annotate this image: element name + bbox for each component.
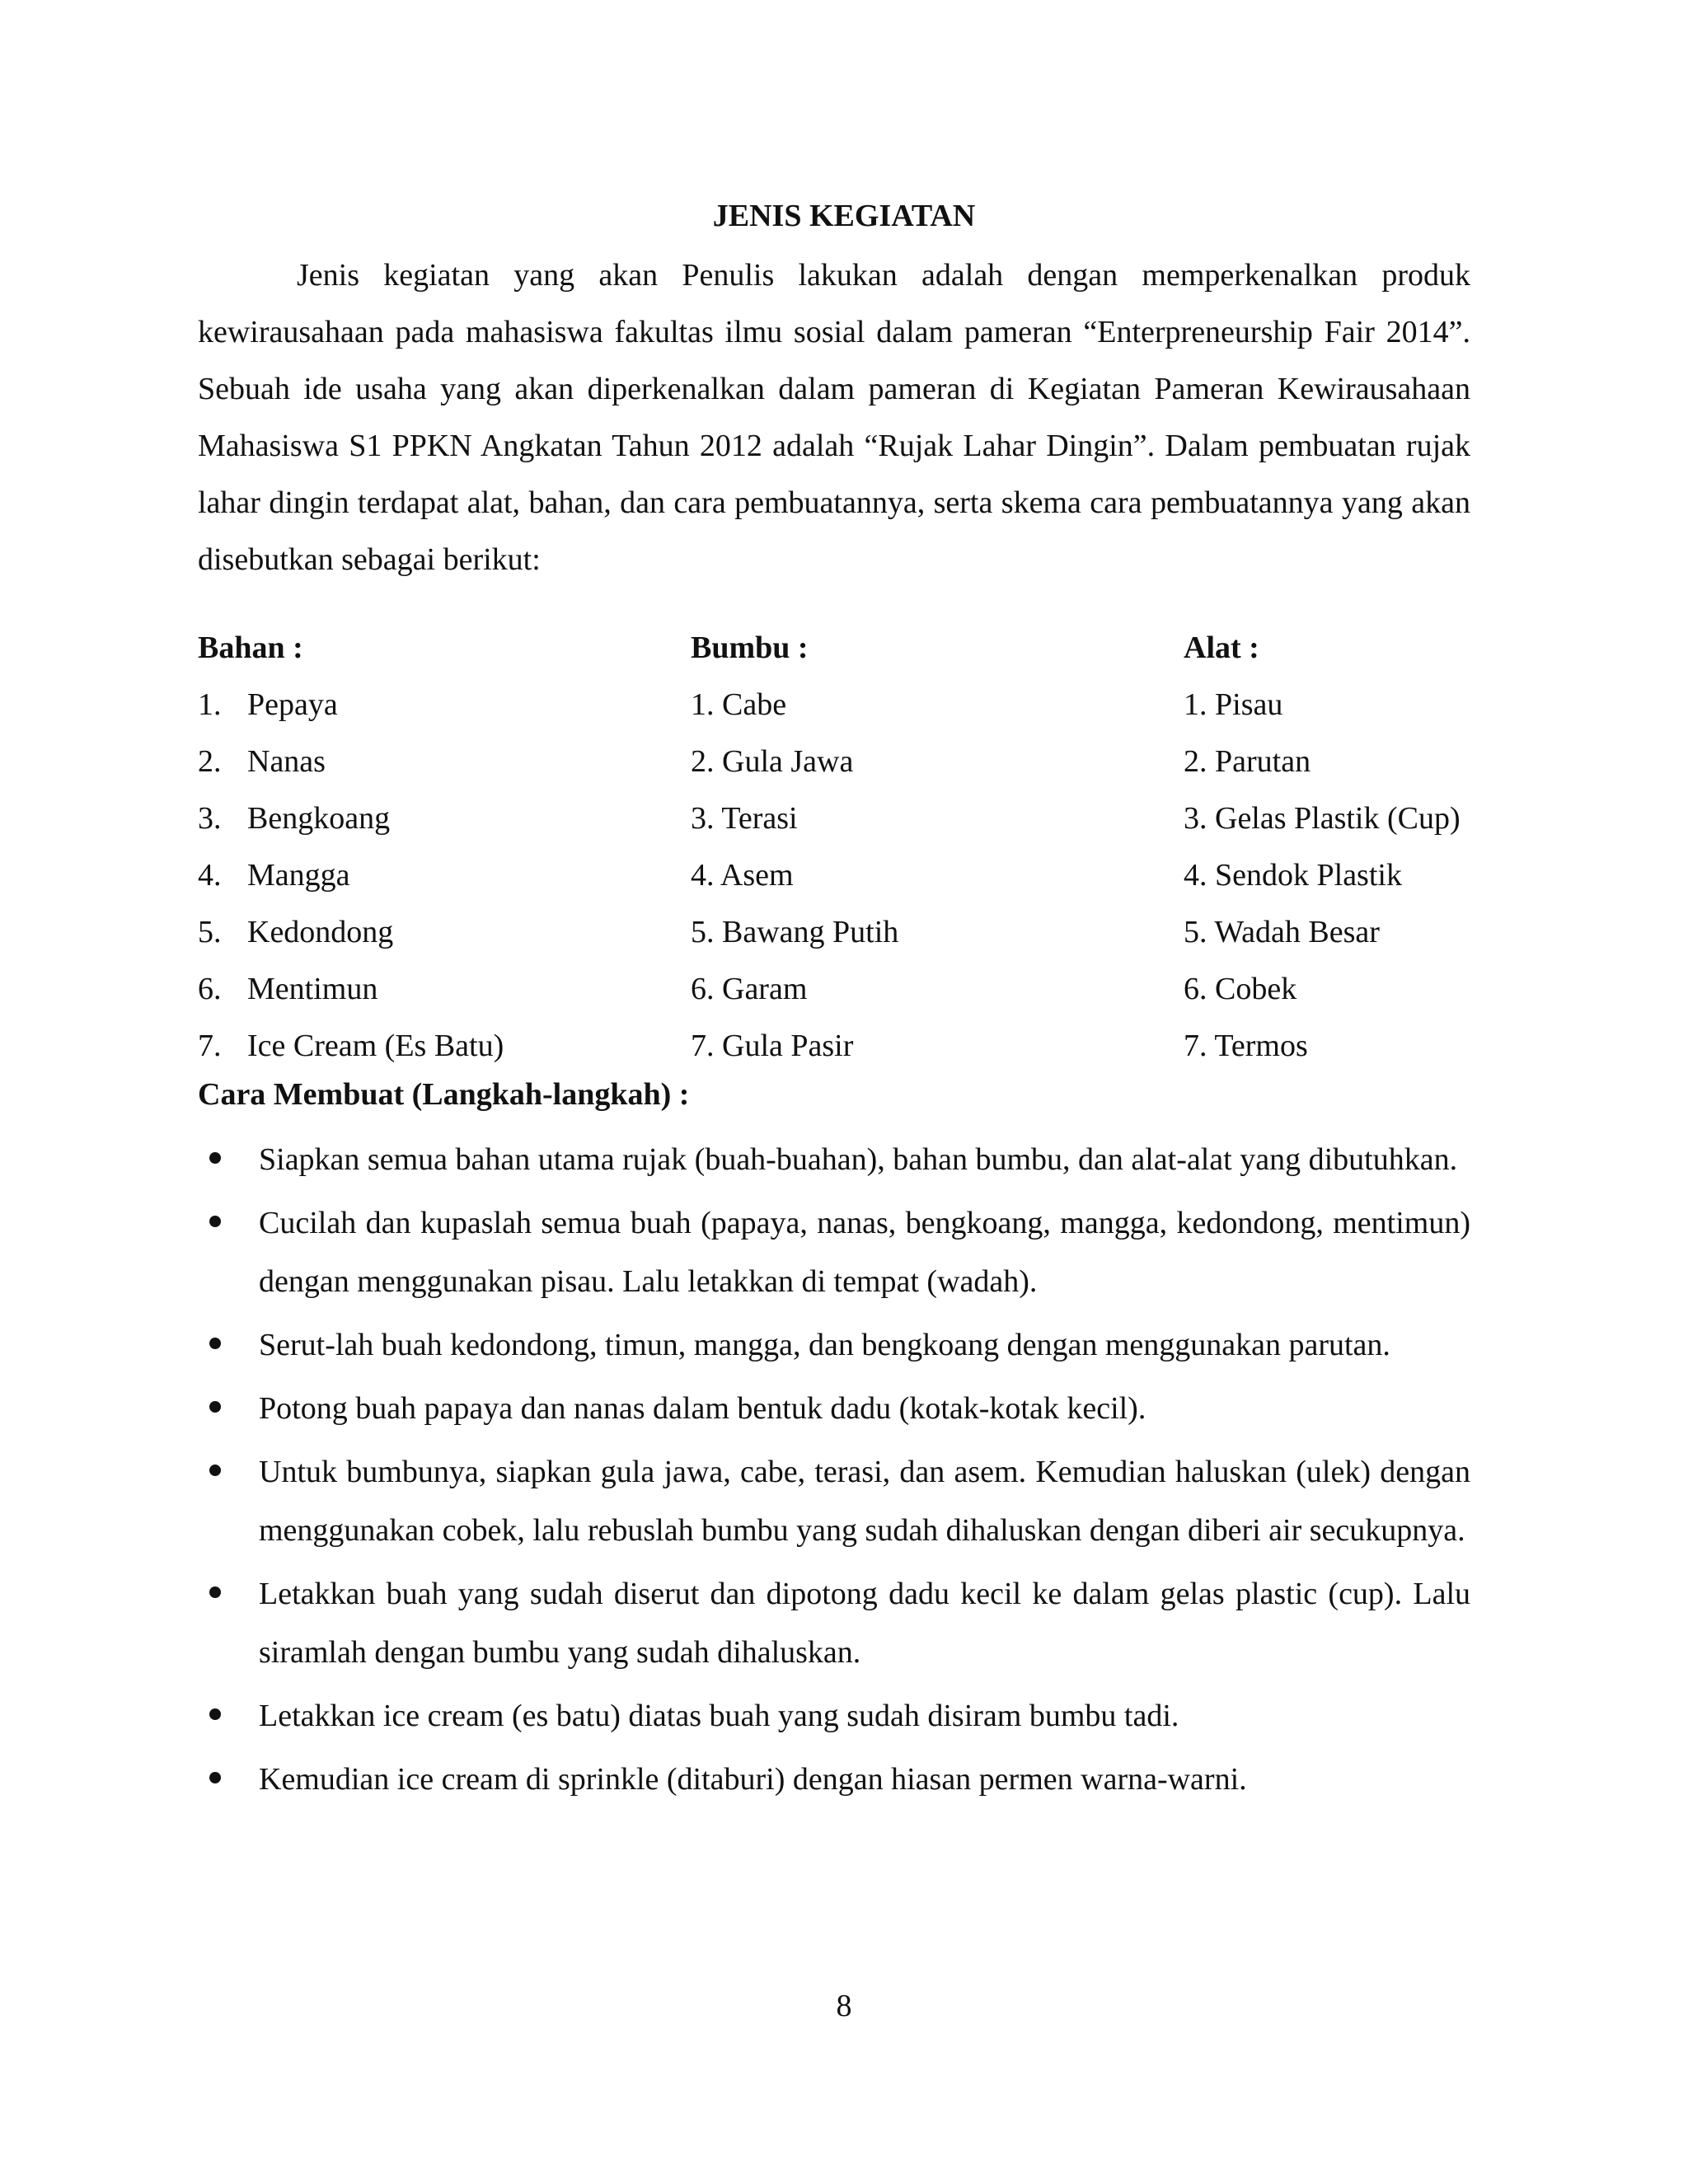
item-text: Mentimun — [247, 972, 378, 1006]
alat-title: Alat : — [1184, 630, 1259, 665]
list-item: 2. Gula Jawa — [691, 744, 854, 779]
list-item: 6. Garam — [691, 972, 808, 1006]
step-item — [198, 1687, 1470, 1746]
step-text: Cucilah dan kupaslah semua buah (papaya, nanas, bengkoang, mangga, kedondong, mentimun) dengan menggunakan pisau. Lalu letakkan di tempat (wadah). — [259, 1206, 1470, 1299]
item-text: Kedondong — [247, 915, 394, 949]
item-number: 7. — [198, 1029, 222, 1063]
bullet-icon — [209, 1401, 221, 1413]
step-item — [198, 1316, 1470, 1375]
bullet-icon — [209, 1586, 221, 1598]
item-text: Mangga — [247, 858, 350, 893]
bullet-icon — [209, 1465, 221, 1476]
item-text: Ice Cream (Es Batu) — [247, 1029, 504, 1063]
list-item — [198, 733, 504, 790]
steps-list — [198, 1131, 1470, 1814]
alat-list — [1184, 677, 1461, 1075]
step-item — [198, 1194, 1470, 1311]
list-item: 6. Cobek — [1184, 972, 1297, 1006]
step-item — [198, 1750, 1470, 1809]
bullet-icon — [209, 1216, 221, 1227]
bullet-icon — [209, 1708, 221, 1720]
step-text: Untuk bumbunya, siapkan gula jawa, cabe, terasi, dan asem. Kemudian haluskan (ulek) dengan menggunakan cobek, lalu rebuslah bumbu yang sudah dihaluskan dengan diberi air secukupnya. — [259, 1455, 1470, 1548]
step-text: Letakkan ice cream (es batu) diatas buah yang sudah disiram bumbu tadi. — [259, 1699, 1179, 1733]
ingredient-lists — [198, 620, 1517, 1081]
list-item — [198, 790, 504, 847]
list-item: 3. Terasi — [691, 801, 798, 836]
bumbu-list — [691, 677, 898, 1075]
list-item: 5. Wadah Besar — [1184, 915, 1380, 949]
list-item: 2. Parutan — [1184, 744, 1311, 779]
bullet-icon — [209, 1152, 221, 1164]
list-item: 1. Cabe — [691, 687, 787, 722]
intro-paragraph: Jenis kegiatan yang akan Penulis lakukan adalah dengan memperkenalkan produk kewirausahaan pada mahasiswa fakultas ilmu sosial dalam pameran “Enterpreneurship Fair 2014”. Sebuah ide usaha yang akan diperkenalkan dalam pameran di Kegiatan Pameran Kewirausahaan Mahasiswa S1 PPKN Angkatan Tahun 2012 adalah “Rujak Lahar Dingin”. Dalam pembuatan rujak lahar dingin terdapat alat, bahan, dan cara pembuatannya, serta skema cara pembuatannya yang akan disebutkan sebagai berikut: — [198, 258, 1470, 577]
item-number: 3. — [198, 801, 222, 836]
list-item: 5. Bawang Putih — [691, 915, 899, 949]
item-text: Pepaya — [247, 687, 338, 722]
list-item: 7. Termos — [1184, 1029, 1308, 1063]
list-item — [198, 1018, 504, 1075]
bahan-title: Bahan : — [198, 630, 303, 665]
item-text: Nanas — [247, 744, 326, 779]
list-item — [198, 847, 504, 904]
list-item — [198, 904, 504, 961]
step-text: Kemudian ice cream di sprinkle (ditaburi) dengan hiasan permen warna-warni. — [259, 1762, 1247, 1797]
section-heading: JENIS KEGIATAN — [712, 199, 976, 233]
item-number: 4. — [198, 858, 222, 893]
step-item — [198, 1131, 1470, 1189]
steps-title: Cara Membuat (Langkah-langkah) : — [198, 1077, 690, 1112]
bumbu-column — [691, 620, 898, 1075]
step-item — [198, 1380, 1470, 1438]
step-item — [198, 1565, 1470, 1682]
page-number: 8 — [836, 1989, 852, 2023]
step-text: Potong buah papaya dan nanas dalam bentuk dadu (kotak-kotak kecil). — [259, 1391, 1146, 1426]
item-text: Bengkoang — [247, 801, 391, 836]
list-item — [198, 961, 504, 1018]
item-number: 6. — [198, 972, 222, 1006]
list-item: 1. Pisau — [1184, 687, 1283, 722]
list-item: 4. Sendok Plastik — [1184, 858, 1402, 893]
item-number: 5. — [198, 915, 222, 949]
list-item — [198, 677, 504, 733]
item-number: 1. — [198, 687, 222, 722]
list-item: 3. Gelas Plastik (Cup) — [1184, 801, 1461, 836]
list-item: 7. Gula Pasir — [691, 1029, 854, 1063]
step-text: Serut-lah buah kedondong, timun, mangga, dan bengkoang dengan menggunakan parutan. — [259, 1328, 1390, 1362]
alat-column — [1184, 620, 1461, 1075]
step-item — [198, 1443, 1470, 1560]
bumbu-title: Bumbu : — [691, 630, 809, 665]
list-item: 4. Asem — [691, 858, 794, 893]
step-text: Siapkan semua bahan utama rujak (buah-buahan), bahan bumbu, dan alat-alat yang dibutuhkan. — [259, 1142, 1458, 1177]
bullet-icon — [209, 1772, 221, 1783]
bahan-column — [198, 620, 504, 1075]
bahan-list — [198, 677, 504, 1075]
item-number: 2. — [198, 744, 222, 779]
bullet-icon — [209, 1338, 221, 1349]
step-text: Letakkan buah yang sudah diserut dan dipotong dadu kecil ke dalam gelas plastic (cup). Lalu siramlah dengan bumbu yang sudah dihaluskan. — [259, 1577, 1470, 1670]
